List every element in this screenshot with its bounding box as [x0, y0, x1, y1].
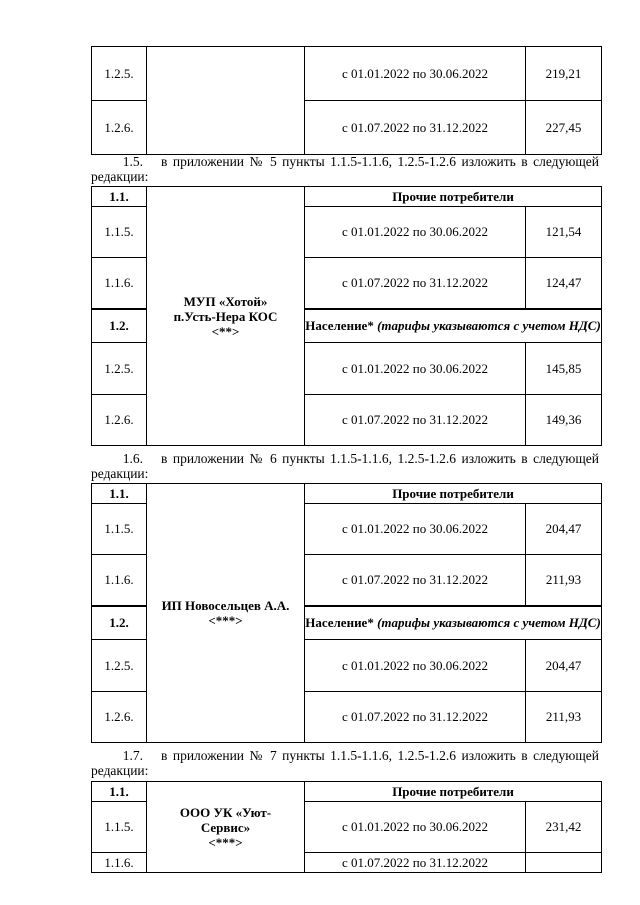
- row-period: с 01.01.2022 по 30.06.2022: [305, 207, 526, 258]
- paragraph-text: в приложении № 7 пункты 1.1.5-1.1.6, 1.2.5-1.2.6 изложить в следующей редакции:: [91, 748, 599, 778]
- org-name-line: Сервис»: [200, 819, 251, 835]
- row-value: 124,47: [526, 258, 602, 309]
- paragraph-text: в приложении № 5 пункты 1.1.5-1.1.6, 1.2.5-1.2.6 изложить в следующей редакции:: [91, 154, 599, 184]
- row-period: с 01.07.2022 по 31.12.2022: [305, 258, 526, 309]
- row-code: 1.1.6.: [92, 853, 147, 873]
- paragraph-number: 1.5.: [122, 154, 143, 169]
- row-period: с 01.07.2022 по 31.12.2022: [305, 101, 526, 155]
- row-value: 149,36: [526, 395, 602, 446]
- org-name-cell: [147, 484, 305, 743]
- row-value: 204,47: [526, 640, 602, 692]
- table-section-1-7: [91, 781, 602, 873]
- paragraph-text: в приложении № 6 пункты 1.1.5-1.1.6, 1.2.5-1.2.6 изложить в следующей редакции:: [91, 451, 599, 481]
- other-code: 1.1.: [92, 187, 147, 207]
- row-code: 1.2.6.: [92, 692, 147, 743]
- row-code: 1.1.5.: [92, 207, 147, 258]
- row-code: 1.2.6.: [92, 101, 147, 155]
- row-value: 211,93: [526, 692, 602, 743]
- row-period: с 01.07.2022 по 31.12.2022: [305, 555, 526, 606]
- org-name-line: п.Усть-Нера КОС: [173, 308, 278, 324]
- population-note: (тарифы указываются с учетом НДС): [377, 318, 601, 334]
- paragraph-1-5: [91, 154, 599, 184]
- row-code: 1.1.6.: [92, 258, 147, 309]
- row-code: 1.2.6.: [92, 395, 147, 446]
- org-footnote-mark: <***>: [208, 613, 243, 628]
- row-period: с 01.01.2022 по 30.06.2022: [305, 343, 526, 395]
- org-cell-empty: [147, 47, 305, 155]
- population-code: 1.2.: [92, 309, 147, 343]
- other-code: 1.1.: [92, 782, 147, 802]
- other-consumers-header: Прочие потребители: [305, 484, 602, 504]
- population-header: [305, 309, 602, 343]
- population-header: [305, 606, 602, 640]
- row-code: 1.2.5.: [92, 640, 147, 692]
- org-name-line: ИП Новосельцев А.А.: [161, 598, 290, 613]
- row-period: с 01.01.2022 по 30.06.2022: [305, 802, 526, 853]
- org-name-cell: [147, 187, 305, 446]
- paragraph-1-7: [91, 748, 599, 778]
- paragraph-1-6: [91, 451, 599, 481]
- table-section-1-6: [91, 483, 602, 743]
- row-code: 1.1.6.: [92, 555, 147, 606]
- other-code: 1.1.: [92, 484, 147, 504]
- org-footnote-mark: <***>: [208, 834, 243, 850]
- row-period: с 01.07.2022 по 31.12.2022: [305, 853, 526, 873]
- row-value: 227,45: [526, 101, 602, 155]
- org-footnote-mark: <**>: [211, 323, 240, 339]
- row-value: 145,85: [526, 343, 602, 395]
- row-period: с 01.07.2022 по 31.12.2022: [305, 692, 526, 743]
- paragraph-number: 1.7.: [122, 748, 143, 763]
- row-value: 211,93: [526, 555, 602, 606]
- row-period: с 01.01.2022 по 30.06.2022: [305, 47, 526, 101]
- population-label: Население*: [305, 615, 374, 631]
- org-name-line: ООО УК «Уют-: [179, 804, 272, 820]
- row-code: 1.1.5.: [92, 504, 147, 555]
- row-code: 1.2.5.: [92, 47, 147, 101]
- row-period: с 01.01.2022 по 30.06.2022: [305, 504, 526, 555]
- row-code: 1.2.5.: [92, 343, 147, 395]
- row-value: [526, 853, 602, 873]
- row-value: 204,47: [526, 504, 602, 555]
- table-section-1-5: [91, 186, 602, 446]
- org-name-line: МУП «Хотой»: [183, 293, 268, 309]
- other-consumers-header: Прочие потребители: [305, 782, 602, 802]
- population-label: Население*: [305, 318, 374, 334]
- row-value: 219,21: [526, 47, 602, 101]
- row-period: с 01.07.2022 по 31.12.2022: [305, 395, 526, 446]
- row-period: с 01.01.2022 по 30.06.2022: [305, 640, 526, 692]
- org-name-cell: [147, 782, 305, 873]
- row-value: 121,54: [526, 207, 602, 258]
- row-code: 1.1.5.: [92, 802, 147, 853]
- population-code: 1.2.: [92, 606, 147, 640]
- population-note: (тарифы указываются с учетом НДС): [377, 615, 601, 631]
- table-top: [91, 46, 602, 155]
- paragraph-number: 1.6.: [122, 451, 143, 466]
- other-consumers-header: Прочие потребители: [305, 187, 602, 207]
- row-value: 231,42: [526, 802, 602, 853]
